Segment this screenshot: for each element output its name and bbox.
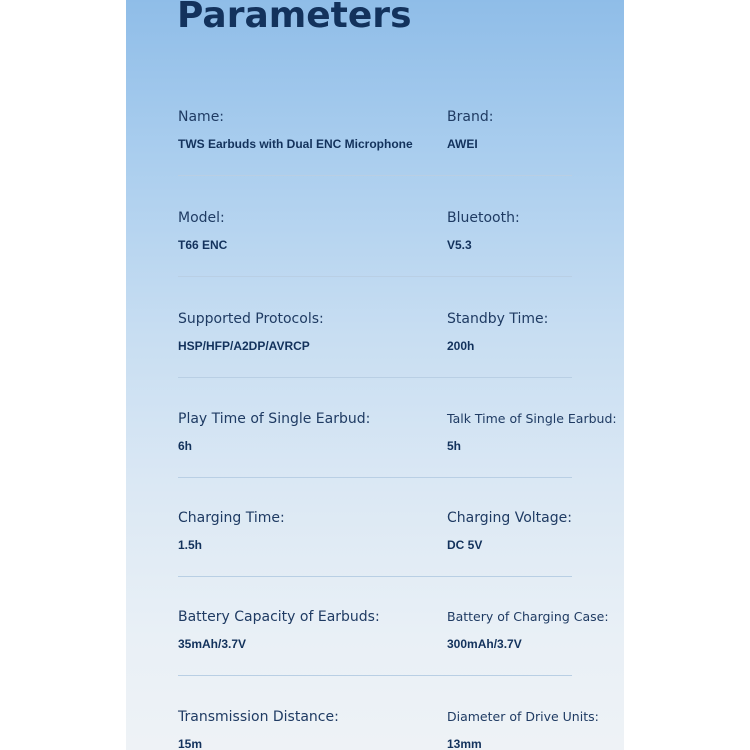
param-row-charging [126,509,624,609]
param-value: 15m [178,737,203,750]
param-row-play-time [126,410,624,510]
param-label: Charging Time: [178,510,285,526]
param-value: T66 ENC [178,238,228,252]
param-value: 1.5h [178,538,203,552]
param-talk-time [447,410,617,454]
param-battery-earbuds [178,608,380,652]
param-brand [447,108,493,152]
param-play-time [178,410,370,454]
param-row-model [126,209,624,309]
param-label: Transmission Distance: [178,709,339,725]
divider [178,477,572,478]
param-value: 13mm [447,737,482,750]
param-battery-case [447,608,609,652]
param-row-battery [126,608,624,708]
param-standby-time [447,310,548,354]
param-value: TWS Earbuds with Dual ENC Microphone [178,137,413,151]
parameters-panel [126,0,624,750]
param-value: 300mAh/3.7V [447,637,522,651]
param-label: Talk Time of Single Earbud: [447,411,617,426]
param-value: DC 5V [447,538,483,552]
param-value: 35mAh/3.7V [178,637,247,651]
param-value: AWEI [447,137,478,151]
param-label: Bluetooth: [447,210,520,226]
divider [178,377,572,378]
divider [178,576,572,577]
param-charging-time [178,509,285,553]
param-name [178,108,413,152]
param-value: 200h [447,339,475,353]
param-label: Name: [178,109,225,125]
param-value: 6h [178,439,193,453]
param-charging-voltage [447,509,572,553]
divider [178,675,572,676]
param-supported-protocols [178,310,324,354]
page-title: Parameters [177,0,412,36]
param-label: Diameter of Drive Units: [447,709,599,724]
param-label: Charging Voltage: [447,510,572,526]
param-label: Standby Time: [447,311,549,327]
param-row-distance [126,708,624,750]
param-value: 5h [447,439,462,453]
param-row-protocols [126,310,624,410]
param-model [178,209,227,253]
param-label: Battery of Charging Case: [447,609,609,624]
divider [178,276,572,277]
param-label: Supported Protocols: [178,311,324,327]
divider [178,175,572,176]
param-bluetooth [447,209,520,253]
param-label: Model: [178,210,225,226]
param-transmission-distance [178,708,339,750]
param-label: Battery Capacity of Earbuds: [178,609,380,625]
param-drive-unit-diameter [447,708,599,750]
param-value: HSP/HFP/A2DP/AVRCP [178,339,310,353]
param-label: Play Time of Single Earbud: [178,411,371,427]
param-row-name [126,108,624,208]
param-label: Brand: [447,109,494,125]
param-value: V5.3 [447,238,472,252]
